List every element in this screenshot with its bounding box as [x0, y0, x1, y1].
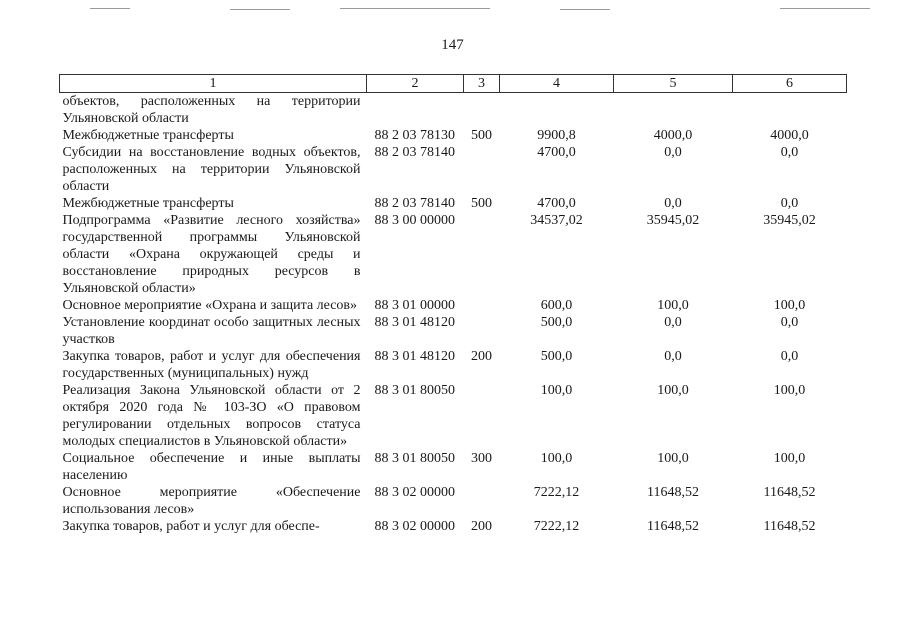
item-code	[367, 93, 464, 128]
amount-col5: 100,0	[657, 451, 689, 466]
amount-col6: 0,0	[780, 145, 799, 160]
item-code: 88 3 01 00000	[374, 298, 455, 313]
item-name: Основное мероприятие «Обеспечение использования лесов»	[62, 485, 361, 517]
amount-col6: 100,0	[773, 451, 806, 466]
expense-type	[464, 382, 500, 450]
amount-col4: 7222,12	[533, 485, 580, 500]
amount-col6: 4000,0	[770, 128, 809, 143]
amount-col5: 4000,0	[653, 128, 693, 143]
column-header: 3	[464, 75, 500, 93]
expense-type: 200	[471, 349, 492, 364]
table-row	[60, 93, 847, 128]
amount-col5	[614, 93, 733, 128]
item-code: 88 3 01 80050	[374, 383, 455, 398]
table-row	[60, 382, 847, 450]
amount-col5: 100,0	[657, 298, 689, 313]
amount-col4: 100,0	[540, 383, 573, 398]
table-row	[60, 484, 847, 518]
table-row	[60, 127, 847, 144]
item-code: 88 3 01 48120	[374, 315, 455, 330]
item-name: Межбюджетные трансферты	[62, 196, 234, 211]
item-code: 88 3 02 00000	[374, 485, 455, 500]
item-name: Субсидии на восстановление водных объектов, расположенных на территории Ульяновской области	[62, 145, 361, 194]
amount-col5: 35945,02	[646, 213, 700, 228]
amount-col5: 0,0	[664, 349, 682, 364]
table-row	[60, 297, 847, 314]
item-name: Социальное обеспечение и иные выплаты населению	[62, 451, 361, 483]
amount-col5: 11648,52	[647, 519, 699, 534]
amount-col4: 7222,12	[533, 519, 580, 534]
amount-col6: 0,0	[780, 349, 799, 364]
table-row	[60, 518, 847, 535]
header-row	[60, 75, 847, 93]
amount-col4: 4700,0	[537, 145, 576, 160]
table-row	[60, 144, 847, 195]
expense-type	[464, 93, 500, 128]
item-code: 88 2 03 78140	[374, 145, 455, 160]
item-name: Закупка товаров, работ и услуг для обеспечения государственных (муниципальных) нужд	[62, 349, 361, 381]
amount-col4: 500,0	[540, 315, 573, 330]
amount-col6: 11648,52	[763, 485, 816, 500]
item-name: Основное мероприятие «Охрана и защита лесов»	[62, 298, 358, 313]
amount-col4: 9900,8	[537, 128, 576, 143]
item-code: 88 3 00 00000	[374, 213, 455, 228]
amount-col5: 100,0	[657, 383, 689, 398]
expense-type	[464, 297, 500, 314]
amount-col4: 34537,02	[530, 213, 583, 228]
table-row	[60, 212, 847, 297]
budget-table	[59, 74, 847, 535]
item-name: объектов, расположенных на территории Ульяновской области	[62, 94, 361, 126]
amount-col4: 4700,0	[537, 196, 576, 211]
column-header: 1	[60, 75, 367, 93]
item-code: 88 3 01 80050	[374, 451, 455, 466]
expense-type	[464, 144, 500, 195]
expense-type	[464, 314, 500, 348]
item-code: 88 3 01 48120	[374, 349, 455, 364]
expense-type: 500	[471, 128, 492, 143]
amount-col6: 0,0	[780, 196, 799, 211]
item-name: Межбюджетные трансферты	[62, 128, 234, 143]
amount-col4: 100,0	[540, 451, 573, 466]
amount-col5: 0,0	[664, 196, 682, 211]
table-row	[60, 450, 847, 484]
expense-type: 300	[471, 451, 492, 466]
item-code: 88 2 03 78130	[374, 128, 455, 143]
expense-type: 500	[471, 196, 492, 211]
expense-type	[464, 212, 500, 297]
column-header: 2	[367, 75, 464, 93]
column-header: 4	[500, 75, 614, 93]
amount-col5: 0,0	[664, 145, 682, 160]
column-header: 5	[614, 75, 733, 93]
table-row	[60, 314, 847, 348]
item-code: 88 2 03 78140	[374, 196, 455, 211]
item-code: 88 3 02 00000	[374, 519, 455, 534]
table-row	[60, 348, 847, 382]
amount-col6: 100,0	[773, 383, 806, 398]
page-number: 147	[441, 37, 464, 53]
amount-col6: 0,0	[780, 315, 799, 330]
item-name: Закупка товаров, работ и услуг для обеспе-	[62, 519, 320, 534]
amount-col4: 500,0	[540, 349, 573, 364]
item-name: Реализация Закона Ульяновской области от 2 октября 2020 года № 103-ЗО «О правовом регулировании отдельных вопросов статуса молодых специалистов в Ульяновской области»	[62, 383, 361, 449]
amount-col6: 35945,02	[763, 213, 816, 228]
amount-col6: 11648,52	[763, 519, 816, 534]
amount-col5: 11648,52	[647, 485, 699, 500]
expense-type: 200	[471, 519, 492, 534]
amount-col6: 100,0	[773, 298, 806, 313]
column-header: 6	[733, 75, 847, 93]
amount-col5: 0,0	[664, 315, 682, 330]
item-name: Подпрограмма «Развитие лесного хозяйства» государственной программы Ульяновской области «Охрана окружающей среды и восстановление природных ресурсов в Ульяновской области»	[62, 213, 361, 296]
expense-type	[464, 484, 500, 518]
amount-col4: 600,0	[540, 298, 573, 313]
amount-col6	[733, 93, 847, 128]
table-row	[60, 195, 847, 212]
item-name: Установление координат особо защитных лесных участков	[62, 315, 361, 347]
amount-col4	[500, 93, 614, 128]
